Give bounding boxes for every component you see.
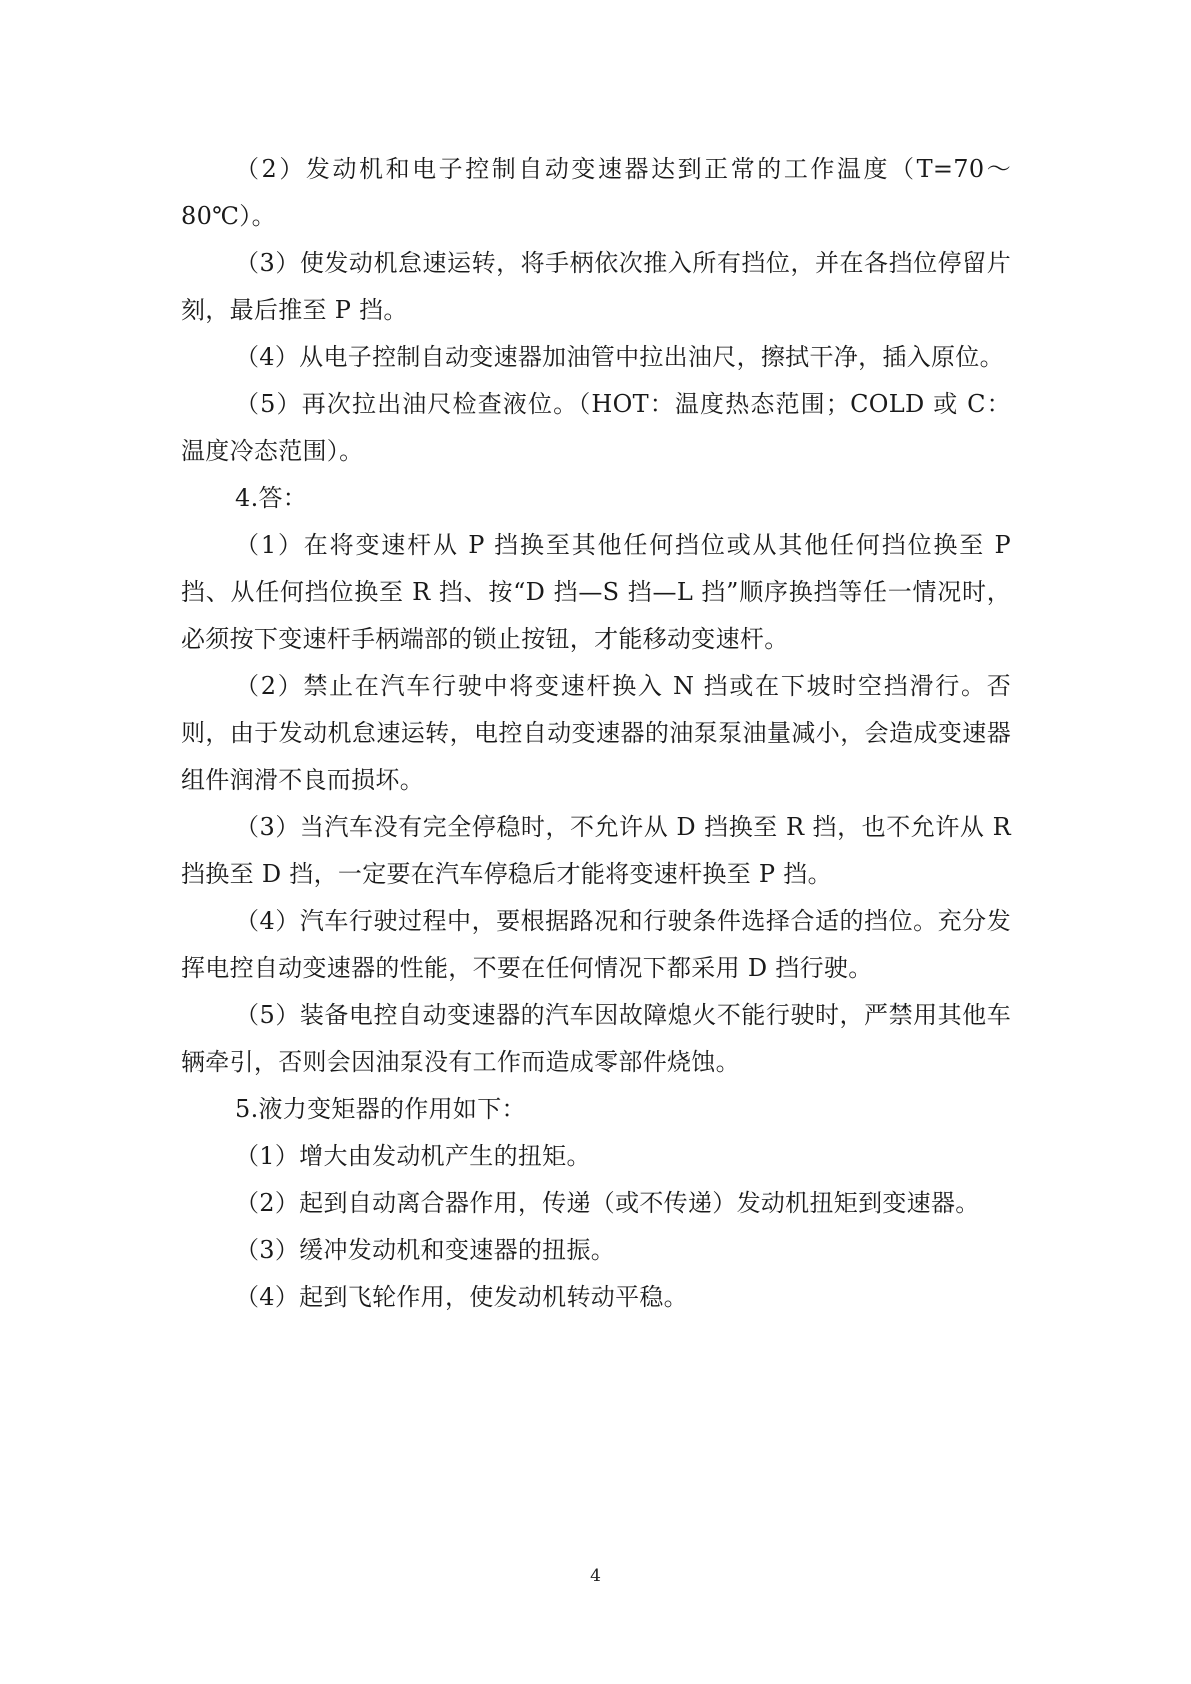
- paragraph-answer-4-item-5: （5）装备电控自动变速器的汽车因故障熄火不能行驶时，严禁用其他车辆牵引，否则会因油泵没有工作而造成零部件烧蚀。: [181, 1001, 1011, 1076]
- paragraph-answer-5-item-2: （2）起到自动离合器作用，传递（或不传递）发动机扭矩到变速器。: [235, 1189, 980, 1217]
- page-number: 4: [590, 1566, 601, 1586]
- paragraph-step-4-dipstick: （4）从电子控制自动变速器加油管中拉出油尺，擦拭干净，插入原位。: [235, 343, 1004, 371]
- document-body: [181, 146, 1011, 1321]
- paragraph-answer-4-item-4: （4）汽车行驶过程中，要根据路况和行驶条件选择合适的挡位。充分发挥电控自动变速器的性能，不要在任何情况下都采用 D 挡行驶。: [181, 907, 1011, 982]
- paragraph-answer-5-item-4: （4）起到飞轮作用，使发动机转动平稳。: [235, 1283, 688, 1311]
- paragraph-answer-4-item-3: （3）当汽车没有完全停稳时，不允许从 D 挡换至 R 挡，也不允许从 R 挡换至 D 挡，一定要在汽车停稳后才能将变速杆换至 P 挡。: [181, 813, 1011, 888]
- paragraph-step-2-warm-up: （2）发动机和电子控制自动变速器达到正常的工作温度（T=70～80℃）。: [181, 155, 1011, 230]
- paragraph-answer-5-item-1: （1）增大由发动机产生的扭矩。: [235, 1142, 591, 1170]
- answer-4-heading: 4.答：: [235, 484, 308, 512]
- paragraph-answer-4-item-2: （2）禁止在汽车行驶中将变速杆换入 N 挡或在下坡时空挡滑行。否则，由于发动机怠速运转，电控自动变速器的油泵泵油量减小，会造成变速器组件润滑不良而损坏。: [181, 672, 1011, 794]
- answer-5-heading: 5.液力变矩器的作用如下：: [235, 1095, 526, 1123]
- paragraph-step-3-shift-positions: （3）使发动机怠速运转，将手柄依次推入所有挡位，并在各挡位停留片刻，最后推至 P 挡。: [181, 249, 1011, 324]
- paragraph-answer-4-item-1: （1）在将变速杆从 P 挡换至其他任何挡位或从其他任何挡位换至 P 挡、从任何挡位换至 R 挡、按“D 挡—S 挡—L 挡”顺序换挡等任一情况时，必须按下变速杆手柄端部的锁止按钮，才能移动变速杆。: [181, 531, 1011, 653]
- paragraph-step-5-check-level: （5）再次拉出油尺检查液位。（HOT：温度热态范围；COLD 或 C：温度冷态范围）。: [181, 390, 1011, 465]
- paragraph-answer-5-item-3: （3）缓冲发动机和变速器的扭振。: [235, 1236, 616, 1264]
